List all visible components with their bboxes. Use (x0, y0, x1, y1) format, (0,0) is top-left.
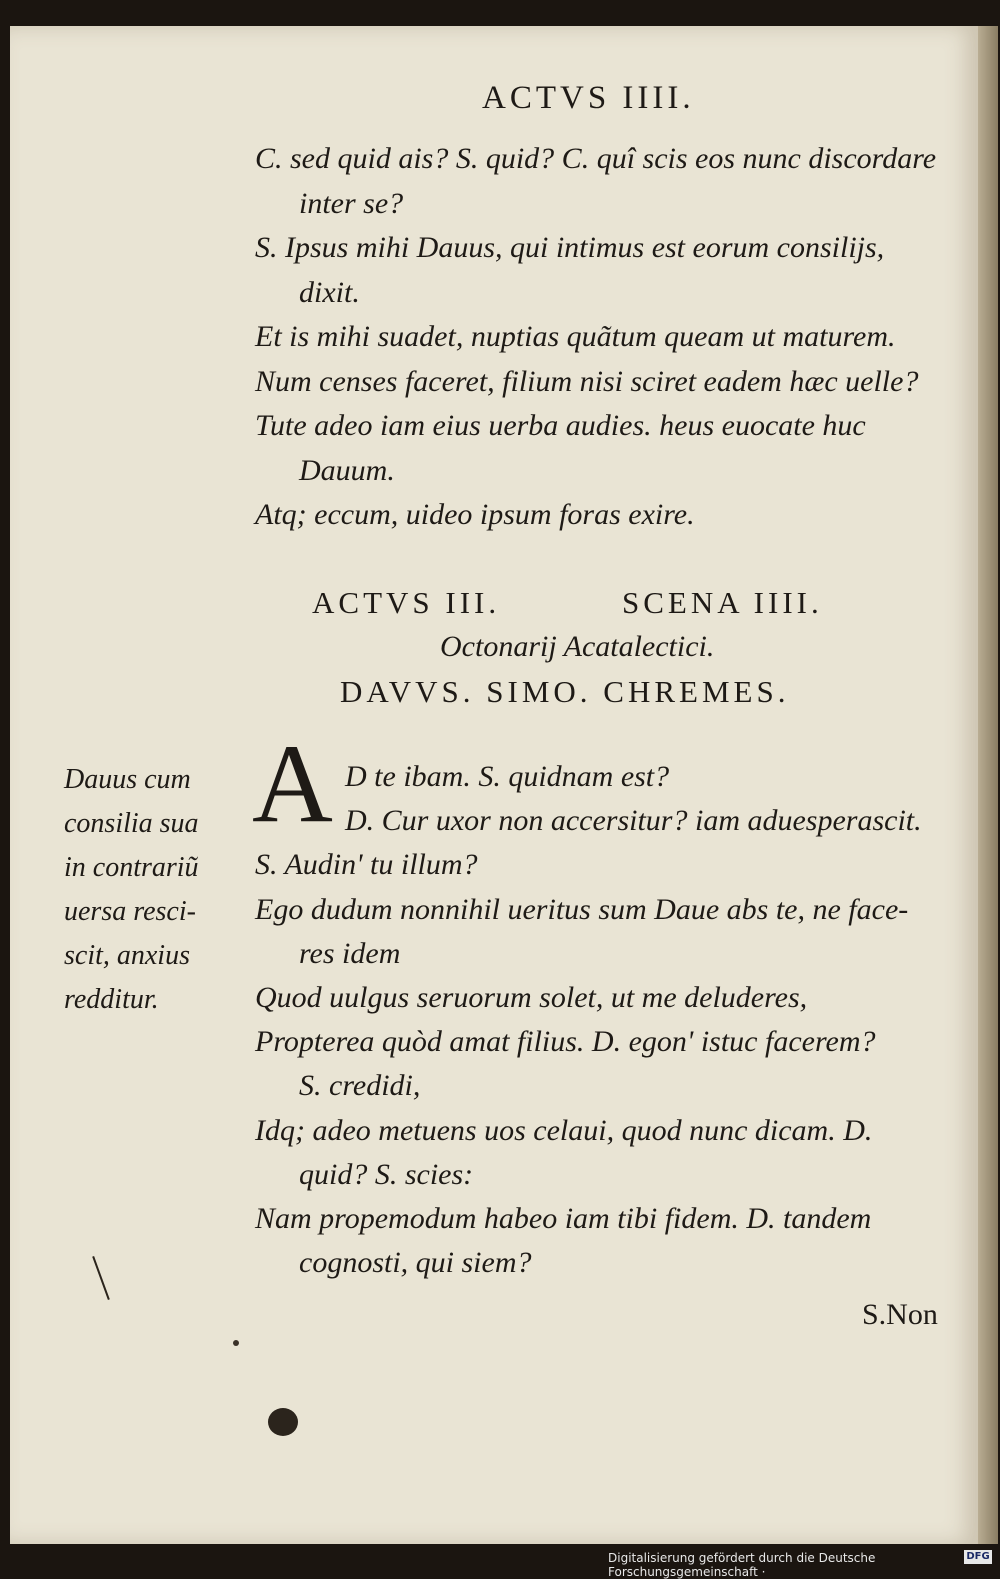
dfg-logo: DFG (964, 1550, 992, 1564)
drop-capital: A (252, 722, 333, 846)
verse-line: Atq; eccum, uideo ipsum foras exire. (255, 498, 695, 531)
marginal-note (64, 758, 244, 1022)
marginal-note-line: Dauus cum (64, 764, 191, 795)
verse-line: inter se? (299, 186, 404, 220)
ink-speck (233, 1340, 239, 1346)
verse-line: Tute adeo iam eius uerba audies. heus euocate huc (255, 409, 866, 442)
catchword: S.Non (862, 1298, 938, 1331)
verse-line: res idem (299, 936, 401, 970)
marginal-note-line: in contrariũ (64, 852, 199, 883)
verse-line: S. Audin' tu illum? (255, 848, 478, 882)
verse-line: Propterea quòd amat filius. D. egon' istuc facerem? (255, 1025, 876, 1059)
meter-label: Octonarij Acatalectici. (440, 630, 715, 663)
ink-blot (268, 1408, 298, 1436)
verse-line: Ego dudum nonnihil ueritus sum Daue abs te, ne face- (255, 892, 909, 926)
verse-line: D te ibam. S. quidnam est? (345, 760, 670, 793)
marginal-note-line: consilia sua (64, 808, 199, 839)
scene-title: SCENA IIII. (622, 585, 823, 620)
verse-line: S. credidi, (299, 1069, 421, 1103)
character-list: DAVVS. SIMO. CHREMES. (340, 674, 790, 709)
verse-line: Nam propemodum habeo iam tibi fidem. D. tandem (255, 1202, 872, 1235)
verse-line: dixit. (299, 275, 360, 309)
verse-line: Dauum. (299, 453, 395, 487)
verse-line: Idq; adeo metuens uos celaui, quod nunc dicam. D. (255, 1113, 873, 1147)
verse-line: Quod uulgus seruorum solet, ut me deluderes, (255, 981, 808, 1014)
verse-line: Et is mihi suadet, nuptias quãtum queam ut maturem. (255, 320, 896, 353)
verse-line: S. Ipsus mihi Dauus, qui intimus est eorum consilijs, (255, 231, 885, 264)
marginal-note-line: scit, anxius (64, 940, 190, 971)
verse-line: C. sed quid ais? S. quid? C. quî scis eos nunc discordare (255, 142, 937, 175)
verse-line: D. Cur uxor non accersitur? iam aduesperascit. (345, 804, 922, 838)
marginal-note-line: uersa resci- (64, 896, 196, 927)
running-header: ACTVS IIII. (482, 80, 695, 116)
verse-line: cognosti, qui siem? (299, 1246, 532, 1280)
digitization-footer: Digitalisierung gefördert durch die Deutsche Forschungsgemeinschaft · (608, 1551, 876, 1579)
act-title: ACTVS III. (312, 585, 501, 620)
verse-line: quid? S. scies: (299, 1157, 474, 1191)
marginal-note-line: redditur. (64, 984, 159, 1015)
verse-line: Num censes faceret, filium nisi sciret eadem hæc uelle? (255, 364, 919, 398)
